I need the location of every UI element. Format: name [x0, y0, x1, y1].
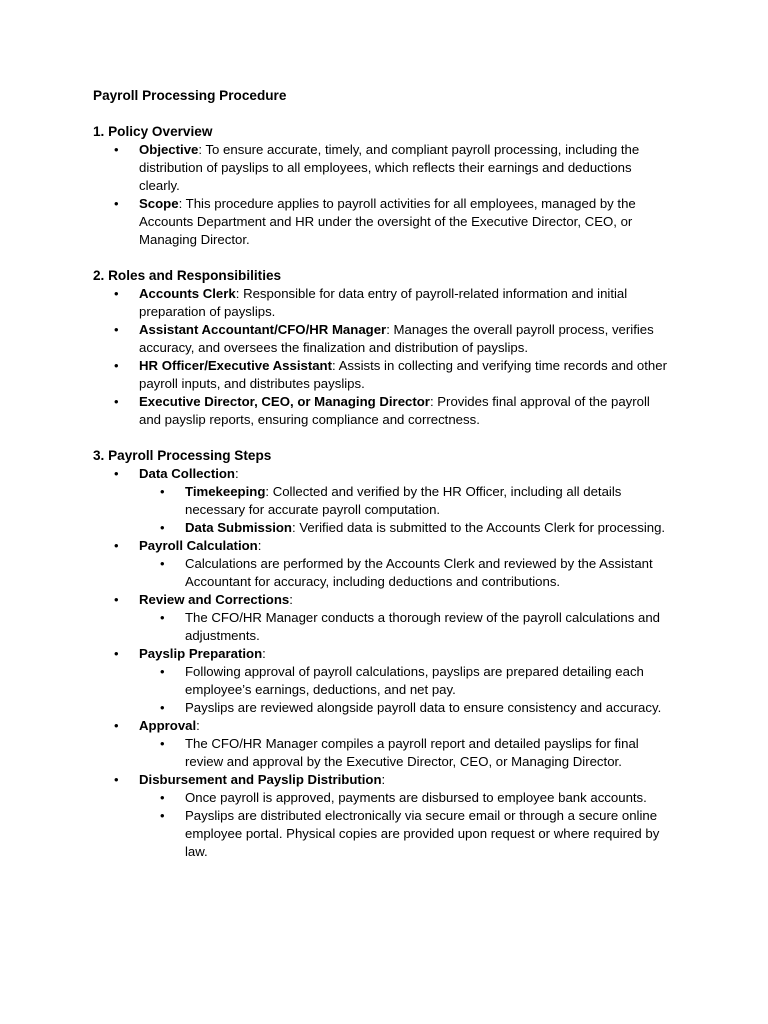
sub-list-item: • Following approval of payroll calculations, payslips are prepared detailing each employee’s earnings, deductions, and net pay. [139, 663, 671, 699]
list-item [93, 321, 671, 357]
step-term: Disbursement and Payslip Distribution [139, 772, 382, 787]
sub-bullet-list [139, 555, 671, 591]
sub-bullet-list [139, 735, 671, 771]
list-item-payslip-preparation [93, 645, 671, 717]
step-suffix: : [381, 772, 386, 787]
sub-list-item: • Payslips are distributed electronically via secure email or through a secure online employee portal. Physical copies are provided upon request or where required by law. [139, 807, 671, 861]
step-suffix: : [289, 592, 293, 607]
bullet-list [93, 285, 768, 429]
step-suffix: : [196, 718, 200, 733]
sub-list-item: • Once payroll is approved, payments are disbursed to employee bank accounts. [139, 789, 671, 807]
step-term: Review and Corrections [139, 592, 290, 607]
step-term: Payslip Preparation [139, 646, 263, 661]
item-term: HR Officer/Executive Assistant [139, 358, 332, 373]
sub-list-item: • The CFO/HR Manager compiles a payroll report and detailed payslips for final review and approval by the Executive Director, CEO, or Managing Director. [139, 735, 671, 771]
item-term: Scope [139, 196, 179, 211]
section-heading: 1. Policy Overview [93, 124, 213, 139]
list-item-review-corrections [93, 591, 671, 645]
sub-list-item: • The CFO/HR Manager conducts a thorough review of the payroll calculations and adjustments. [139, 609, 671, 645]
item-text: : Collected and verified by the HR Officer, including all details necessary for accurate payroll computation. [185, 484, 622, 517]
item-term: Timekeeping [185, 484, 266, 499]
list-item-data-collection [93, 465, 671, 537]
section-steps [93, 447, 768, 861]
item-text: : Responsible for data entry of payroll-related information and initial preparation of payslips. [139, 286, 628, 319]
sub-bullet-list [139, 483, 671, 537]
step-suffix: : [235, 466, 239, 481]
section-heading: 3. Payroll Processing Steps [93, 448, 272, 463]
sub-list-item [139, 483, 671, 519]
list-item [93, 285, 671, 321]
sub-bullet-list [139, 789, 671, 861]
section-policy-overview [93, 123, 768, 249]
item-term: Executive Director, CEO, or Managing Director [139, 394, 430, 409]
sub-bullet-list [139, 663, 671, 717]
bullet-list [93, 465, 768, 861]
section-heading: 2. Roles and Responsibilities [93, 268, 282, 283]
sub-list-item: • Calculations are performed by the Accounts Clerk and reviewed by the Assistant Accountant for accuracy, including deductions and contributions. [139, 555, 671, 591]
step-suffix: : [257, 538, 262, 553]
list-item [93, 357, 671, 393]
step-term: Data Collection [139, 466, 235, 481]
sub-list-item [139, 519, 671, 537]
item-text: : Verified data is submitted to the Accounts Clerk for processing. [292, 520, 666, 535]
list-item [93, 141, 671, 195]
sub-list-item: • Payslips are reviewed alongside payroll data to ensure consistency and accuracy. [139, 699, 671, 717]
step-suffix: : [262, 646, 266, 661]
document-title: Payroll Processing Procedure [93, 88, 287, 103]
sub-bullet-list [139, 609, 671, 645]
list-item [93, 195, 671, 249]
item-text: : Manages the overall payroll process, verifies accuracy, and oversees the finalization and distribution of payslips. [139, 322, 654, 355]
item-text: : This procedure applies to payroll activities for all employees, managed by the Accounts Department and HR under the oversight of the Executive Director, CEO, or Managing Director. [139, 196, 636, 247]
list-item-payroll-calculation [93, 537, 671, 591]
list-item-disbursement [93, 771, 671, 861]
step-term: Payroll Calculation [139, 538, 258, 553]
item-term: Data Submission [185, 520, 292, 535]
step-term: Approval [139, 718, 197, 733]
item-term: Assistant Accountant/CFO/HR Manager [139, 322, 387, 337]
list-item [93, 393, 671, 429]
item-term: Objective [139, 142, 199, 157]
item-text: : To ensure accurate, timely, and compliant payroll processing, including the distribution of payslips to all employees, which reflects their earnings and deductions clearly. [139, 142, 640, 193]
list-item-approval [93, 717, 671, 771]
item-text: : Provides final approval of the payroll and payslip reports, ensuring compliance and correctness. [139, 394, 650, 427]
bullet-list [93, 141, 768, 249]
item-term: Accounts Clerk [139, 286, 236, 301]
item-text: : Assists in collecting and verifying time records and other payroll inputs, and distributes payslips. [139, 358, 667, 391]
section-roles [93, 267, 768, 429]
